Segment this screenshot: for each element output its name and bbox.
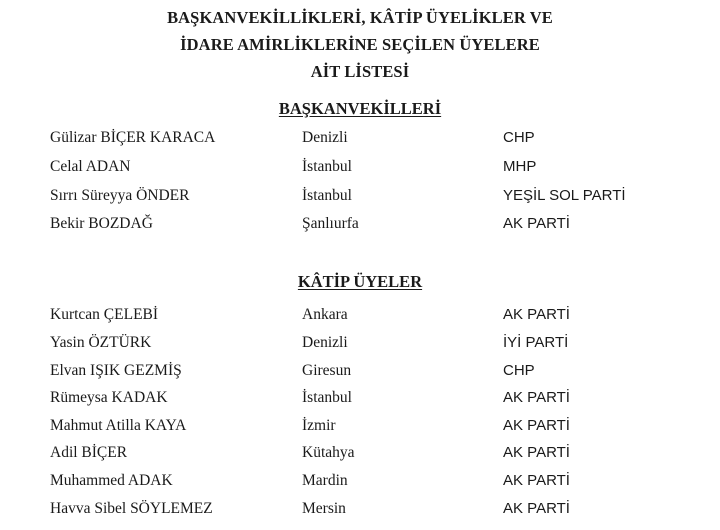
title-line-2: İDARE AMİRLİKLERİNE SEÇİLEN ÜYELERE xyxy=(180,35,540,54)
member-name: Havva Sibel SÖYLEMEZ xyxy=(50,500,213,517)
member-party: AK PARTİ xyxy=(503,306,570,323)
list-item xyxy=(0,495,720,523)
list-item xyxy=(0,210,720,238)
member-party: CHP xyxy=(503,362,535,379)
member-name: Bekir BOZDAĞ xyxy=(50,215,153,232)
member-name: Celal ADAN xyxy=(50,158,131,175)
list-item xyxy=(0,412,720,440)
list-item xyxy=(0,182,720,210)
section-heading-deputy-speakers: BAŞKANVEKİLLERİ xyxy=(278,99,442,118)
member-name: Sırrı Süreyya ÖNDER xyxy=(50,187,190,204)
member-city: Mardin xyxy=(302,472,348,489)
member-party: AK PARTİ xyxy=(503,500,570,517)
member-city: Giresun xyxy=(302,362,352,379)
member-name: Yasin ÖZTÜRK xyxy=(50,334,152,351)
section-heading-clerk-members: KÂTİP ÜYELER xyxy=(297,272,423,291)
member-city: İstanbul xyxy=(302,158,352,175)
list-item xyxy=(0,153,720,181)
list-item xyxy=(0,439,720,467)
list-item xyxy=(0,357,720,385)
member-city: Ankara xyxy=(302,306,348,323)
member-name: Mahmut Atilla KAYA xyxy=(50,417,187,434)
member-party: AK PARTİ xyxy=(503,472,570,489)
member-party: İYİ PARTİ xyxy=(503,334,569,351)
member-name: Kurtcan ÇELEBİ xyxy=(50,306,159,323)
list-item xyxy=(0,124,720,152)
member-city: Kütahya xyxy=(302,444,355,461)
list-item xyxy=(0,329,720,357)
member-party: CHP xyxy=(503,129,535,146)
member-city: İstanbul xyxy=(302,187,352,204)
member-party: AK PARTİ xyxy=(503,215,570,232)
member-name: Elvan IŞIK GEZMİŞ xyxy=(50,362,182,379)
member-party: AK PARTİ xyxy=(503,444,570,461)
member-name: Muhammed ADAK xyxy=(50,472,173,489)
member-city: İzmir xyxy=(302,417,336,434)
list-item xyxy=(0,467,720,495)
list-item xyxy=(0,384,720,412)
title-line-3: AİT LİSTESİ xyxy=(310,62,410,81)
member-city: Denizli xyxy=(302,334,348,351)
document-title xyxy=(0,4,720,85)
member-city: Denizli xyxy=(302,129,348,146)
member-party: AK PARTİ xyxy=(503,389,570,406)
member-city: Şanlıurfa xyxy=(302,215,359,232)
member-party: AK PARTİ xyxy=(503,417,570,434)
member-city: Mersin xyxy=(302,500,346,517)
member-city: İstanbul xyxy=(302,389,352,406)
member-name: Gülizar BİÇER KARACA xyxy=(50,129,216,146)
member-party: YEŞİL SOL PARTİ xyxy=(503,187,626,204)
member-name: Rümeysa KADAK xyxy=(50,389,168,406)
member-party: MHP xyxy=(503,158,537,175)
list-item xyxy=(0,301,720,329)
member-name: Adil BİÇER xyxy=(50,444,128,461)
title-line-1: BAŞKANVEKİLLİKLERİ, KÂTİP ÜYELİKLER VE xyxy=(167,8,553,27)
